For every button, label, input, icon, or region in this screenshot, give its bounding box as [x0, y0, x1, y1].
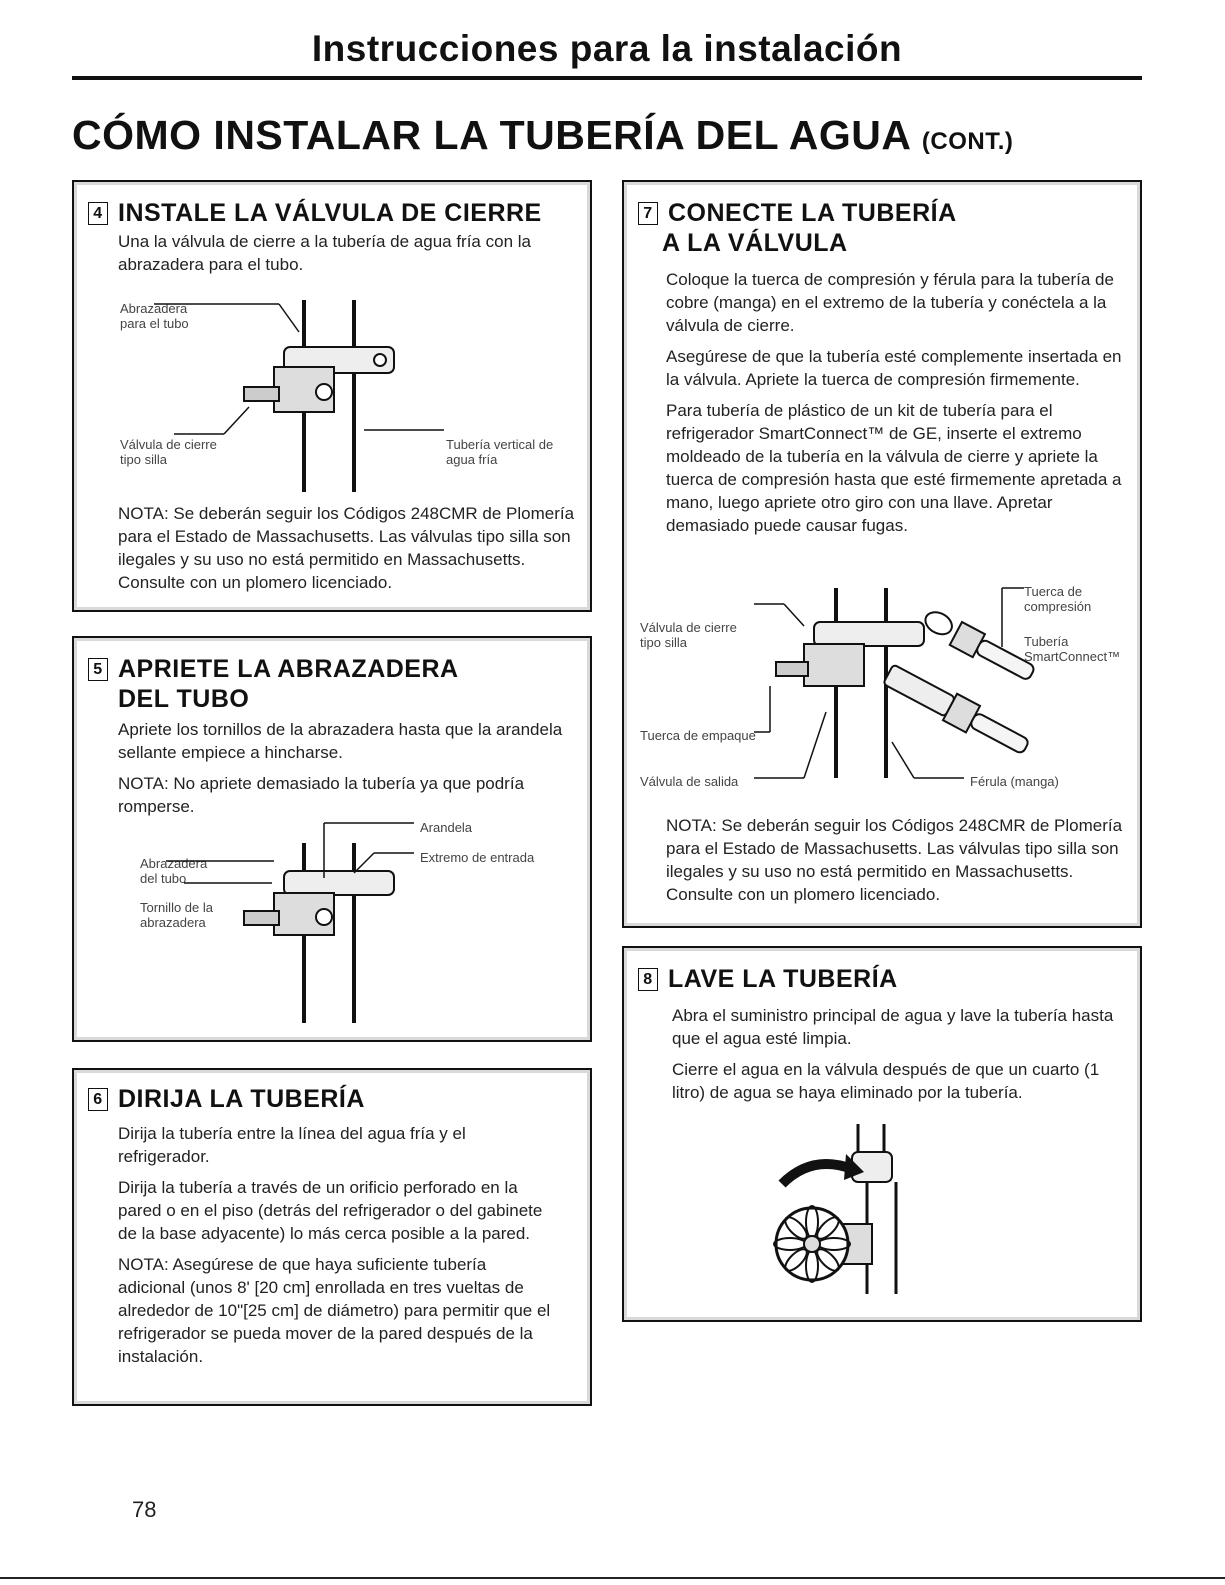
page-header: Instrucciones para la instalación — [311, 28, 903, 69]
step-5-title-text: APRIETE LA ABRAZADERA DEL TUBO — [118, 655, 458, 713]
clamp-illustration — [204, 823, 464, 1023]
step-4-panel — [72, 180, 592, 612]
step-7-title-line1: CONECTE LA TUBERÍA — [668, 199, 957, 227]
step-8-title — [638, 964, 898, 994]
bottom-rule — [0, 1577, 1225, 1579]
step-6-paragraph-2: Dirija la tubería a través de un orificio perforado en la pared o en el piso (detrás del refrigerador o del gabinete de la base adyacente) lo más cerca posible a la pared. — [118, 1178, 543, 1243]
step-4-title-text: INSTALE LA VÁLVULA DE CIERRE — [118, 199, 542, 227]
step-8-text — [672, 1004, 1122, 1112]
step-5-text — [118, 718, 578, 826]
step-7-paragraph-1: Coloque la tuerca de compresión y férula para la tubería de cobre (manga) en el extremo de la tubería y conéctela a la válvula de cierre. — [666, 270, 1114, 335]
flush-valve-illustration — [772, 1124, 922, 1314]
label-abrazadera: Abrazadera para el tubo — [120, 301, 189, 331]
step-6-title — [88, 1084, 365, 1114]
step-7-title-line2: A LA VÁLVULA — [662, 229, 848, 257]
step-4-number: 4 — [88, 202, 108, 225]
step-8-title-text: LAVE LA TUBERÍA — [668, 965, 898, 993]
step-7-note — [666, 814, 1128, 914]
step-4-intro — [118, 230, 578, 284]
step-8-paragraph-1: Abra el suministro principal de agua y lave la tubería hasta que el agua esté limpia. — [672, 1006, 1114, 1048]
label-extremo-entrada: Extremo de entrada — [420, 850, 535, 865]
step-6-number: 6 — [88, 1088, 108, 1111]
step-6-text — [118, 1122, 558, 1376]
step-7-number: 7 — [638, 202, 658, 225]
step-8-panel — [622, 946, 1142, 1322]
step-7-note-text: NOTA: Se deberán seguir los Códigos 248CMR de Plomería para el Estado de Massachusetts. Las válvulas tipo silla son ilegales y su uso no está permitido en Massachusetts. Consulte con un plomero licenciado. — [666, 816, 1123, 904]
step-5-note: NOTA: No apriete demasiado la tubería ya que podría romperse. — [118, 774, 525, 816]
section-title — [72, 112, 1013, 159]
step-5-number: 5 — [88, 658, 108, 681]
section-title-suffix: (CONT.) — [921, 128, 1014, 155]
step-7-text — [666, 268, 1128, 545]
label-tornillo: Tornillo de la abrazadera — [140, 900, 213, 930]
step-7-title — [638, 198, 957, 258]
step-7-paragraph-2: Asegúrese de que la tubería esté complemente insertada en la válvula. Apriete la tuerca de compresión firmemente. — [666, 347, 1122, 389]
page-number: 78 — [132, 1497, 157, 1522]
saddle-valve-illustration — [204, 292, 464, 502]
step-6-title-text: DIRIJA LA TUBERÍA — [118, 1085, 365, 1113]
label-valvula-silla: Válvula de cierre tipo silla — [640, 620, 737, 650]
label-tuberia-vertical: Tubería vertical de agua fría — [446, 437, 554, 467]
step-7-paragraph-3: Para tubería de plástico de un kit de tubería para el refrigerador SmartConnect™ de GE, inserte el extremo moldeado de la tubería en la válvula de cierre y apriete la tuerca de compresión hasta que esté firmemente apretada a mano, luego apriete otro giro con una llave. Apretar demasiado puede causar fugas. — [666, 401, 1122, 535]
section-title-text: CÓMO INSTALAR LA TUBERÍA DEL AGUA — [72, 112, 910, 158]
label-tuerca-compresion: Tuerca de compresión — [1024, 584, 1092, 614]
step-4-note — [118, 502, 588, 602]
label-tuberia-smartconnect: Tubería SmartConnect™ — [1024, 634, 1121, 664]
step-4-title — [88, 198, 542, 228]
label-valvula-salida: Válvula de salida — [640, 774, 739, 789]
step-8-paragraph-2: Cierre el agua en la válvula después de que un cuarto (1 litro) de agua se haya eliminado por la tubería. — [672, 1060, 1100, 1102]
step-4-paragraph: Una la válvula de cierre a la tubería de agua fría con la abrazadera para el tubo. — [118, 232, 531, 274]
label-abrazadera-tubo: Abrazadera del tubo — [140, 856, 208, 886]
label-valvula-cierre: Válvula de cierre tipo silla — [120, 437, 217, 467]
label-arandela: Arandela — [420, 820, 473, 835]
step-5-title — [88, 654, 498, 714]
step-6-paragraph-1: Dirija la tubería entre la línea del agua fría y el refrigerador. — [118, 1124, 466, 1166]
label-ferula: Férula (manga) — [970, 774, 1059, 789]
header-rule — [72, 76, 1142, 80]
step-5-panel — [72, 636, 592, 1042]
step-6-panel — [72, 1068, 592, 1406]
compression-fitting-illustration — [764, 582, 1084, 782]
step-4-note-text: NOTA: Se deberán seguir los Códigos 248CMR de Plomería para el Estado de Massachusetts. Las válvulas tipo silla son ilegales y su uso no está permitido en Massachusetts. Consulte con un plomero licenciado. — [118, 504, 575, 592]
step-5-paragraph: Apriete los tornillos de la abrazadera hasta que la arandela sellante empiece a hincharse. — [118, 720, 563, 762]
step-8-number: 8 — [638, 968, 658, 991]
step-7-panel — [622, 180, 1142, 928]
step-6-note: NOTA: Asegúrese de que haya suficiente tubería adicional (unos 8' [20 cm] enrollada en tres vueltas de alrededor de 10"[25 cm] de diámetro) para permitir que el refrigerador se pueda mover de la pared después de la instalación. — [118, 1255, 551, 1366]
label-tuerca-empaque: Tuerca de empaque — [640, 728, 756, 743]
